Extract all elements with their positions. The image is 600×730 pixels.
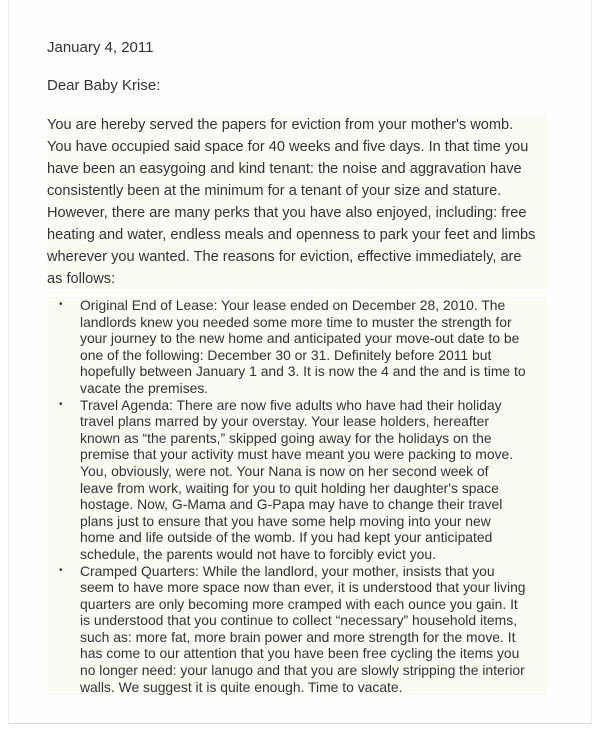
- reason-original-end-of-lease: [47, 297, 547, 397]
- reason-travel-agenda: [47, 397, 547, 563]
- reason-line: your journey to the new home and anticipated your move-out date to be: [80, 330, 520, 347]
- intro-line: heating and water, endless meals and openness to park your feet and limbs: [47, 227, 536, 243]
- reason-line: plans just to ensure that you have some help moving into your new: [80, 512, 491, 529]
- reason-line: such as: more fat, more brain power and more strength for the move. It: [80, 628, 516, 645]
- intro-line: have been an easygoing and kind tenant: the noise and aggravation have: [47, 161, 522, 177]
- intro-line: You are hereby served the papers for eviction from your mother's womb.: [47, 117, 514, 133]
- reason-line: one of the following: December 30 or 31. Definitely before 2011 but: [80, 346, 492, 363]
- eviction-reasons-list: [47, 297, 547, 695]
- reason-line: hopefully between January 1 and 3. It is now the 4 and the and is time to: [80, 363, 526, 380]
- intro-line: However, there are many perks that you have also enjoyed, including: free: [47, 205, 527, 221]
- bullet-icon: •: [59, 564, 63, 576]
- reason-line: no longer need: your lanugo and that you are slowly stripping the interior: [80, 662, 525, 679]
- intro-line: consistently been at the minimum for a tenant of your size and stature.: [47, 183, 502, 199]
- reason-line: known as “the parents,” skipped going away for the holidays on the: [80, 429, 492, 446]
- reason-cramped-quarters: [47, 563, 547, 696]
- reason-line: landlords knew you needed some more time to muster the strength for: [80, 313, 512, 330]
- intro-line: You have occupied said space for 40 weeks and five days. In that time you: [47, 139, 529, 155]
- reason-line: is understood that you continue to collect “necessary” household items,: [80, 612, 518, 629]
- reason-line: hostage. Now, G-Mama and G-Papa may have to change their travel: [80, 496, 503, 513]
- bullet-icon: •: [59, 398, 63, 410]
- bullet-icon: •: [59, 299, 63, 310]
- reason-line: Travel Agenda: There are now five adults who have had their holiday: [80, 396, 502, 413]
- reason-line: premise that your activity must have meant you were packing to move.: [80, 446, 514, 463]
- reason-line: Cramped Quarters: While the landlord, your mother, insists that you: [80, 562, 495, 579]
- reason-line: quarters are only becoming more cramped with each ounce you gain. It: [80, 595, 518, 612]
- reason-line: vacate the premises.: [80, 379, 209, 396]
- reason-line: home and life outside of the womb. If you had kept your anticipated: [80, 529, 493, 546]
- reason-line: schedule, the parents would not have to forcibly evict you.: [80, 545, 436, 562]
- reason-line: leave from work, waiting for you to quit holding her daughter's space: [80, 479, 499, 496]
- reason-line: has come to our attention that you have been free cycling the items you: [80, 645, 520, 662]
- document-page: [8, 0, 592, 724]
- intro-line: wherever you wanted. The reasons for eviction, effective immediately, are: [47, 249, 522, 265]
- letter-salutation: Dear Baby Krise:: [47, 77, 161, 94]
- reason-line: seem to have more space now than ever, it is understood that your living: [80, 579, 526, 596]
- reason-line: walls. We suggest it is quite enough. Time to vacate.: [80, 678, 403, 695]
- intro-paragraph: [47, 114, 547, 290]
- reason-line: You, obviously, were not. Your Nana is now on her second week of: [80, 462, 489, 479]
- letter-date: January 4, 2011: [47, 39, 154, 56]
- reason-line: Original End of Lease: Your lease ended on December 28, 2010. The: [80, 297, 506, 313]
- reason-line: travel plans marred by your overstay. Your lease holders, hereafter: [80, 413, 489, 430]
- intro-line: as follows:: [47, 271, 116, 287]
